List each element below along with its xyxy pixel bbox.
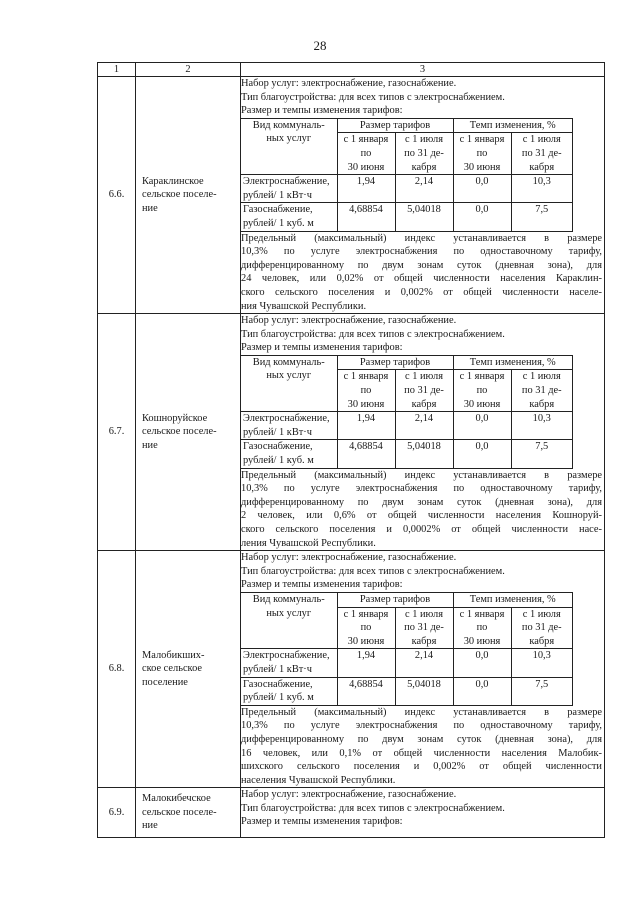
service-header-line: ных услуг (266, 607, 312, 619)
rate-value: 10,3 (511, 175, 572, 203)
tariff-value: 2,14 (395, 649, 453, 677)
period-line: с 1 июля (522, 371, 561, 383)
electricity-row (241, 412, 573, 440)
row-number: 6.6. (98, 77, 136, 314)
type-line: Тип благоустройства: для всех типов с электроснабжением. (241, 565, 505, 577)
period-header (453, 607, 511, 649)
settlement-name (136, 314, 241, 551)
note-line: ского сельского поселения и 0,0002% от общей численности насе- (241, 524, 602, 535)
period-line: кабря (411, 398, 437, 410)
period-line: 30 июня (463, 635, 501, 647)
services-line: Набор услуг: электроснабжение, газоснабжение. (241, 315, 457, 327)
index-note (241, 706, 604, 788)
type-line: Тип благоустройства: для всех типов с электроснабжением. (241, 802, 505, 814)
rate-value: 7,5 (511, 440, 572, 468)
service-label-line: Электроснабжение, (243, 650, 330, 662)
period-line: с 1 января (459, 608, 505, 620)
period-line: с 1 июля (404, 371, 444, 383)
rates-line: Размер и темпы изменения тарифов: (241, 105, 403, 117)
service-type-header (241, 592, 337, 648)
note-line: Предельный (максимальный) индекс устанавливается в размере (241, 469, 602, 481)
service-label-line: рублей/ 1 куб. м (243, 692, 314, 704)
rate-value: 0,0 (453, 203, 511, 231)
gas-label (241, 203, 337, 231)
note-line: дифференцированному по двум зонам суток (дневная зона), для (241, 496, 602, 508)
note-line: шихского сельского поселения и 0,002% от общей численности (241, 761, 602, 773)
note-line: Предельный (максимальный) индекс устанавливается в размере (241, 232, 602, 244)
type-line: Тип благоустройства: для всех типов с электроснабжением. (241, 328, 505, 340)
gas-row (241, 203, 573, 231)
rate-value: 7,5 (511, 677, 572, 705)
note-line: ния Чувашской Республики. (241, 300, 367, 312)
note-line: 10,3% по услуге электроснабжения по одноставочному тарифу, (241, 483, 602, 495)
period-header (511, 607, 572, 649)
period-header (337, 370, 395, 412)
name-line: сельское поселе- (142, 189, 217, 201)
service-type-header (241, 355, 337, 411)
period-line: с 1 января (343, 134, 389, 146)
gas-row (241, 677, 573, 705)
change-rate-header: Темп изменения, % (453, 355, 572, 370)
period-line: с 1 июля (404, 608, 444, 620)
settlement-name (136, 551, 241, 788)
rate-value: 7,5 (511, 203, 572, 231)
services-line: Набор услуг: электроснабжение, газоснабжение. (241, 789, 457, 801)
type-line: Тип благоустройства: для всех типов с электроснабжением. (241, 91, 505, 103)
rate-value: 0,0 (453, 175, 511, 203)
electricity-row (241, 649, 573, 677)
period-line: по 31 де- (404, 622, 444, 634)
note-line: 10,3% по услуге электроснабжения по одноставочному тарифу, (241, 720, 602, 732)
note-line: дифференцированному по двум зонам суток (дневная зона), для (241, 259, 602, 271)
services-line: Набор услуг: электроснабжение, газоснабжение. (241, 552, 457, 564)
row-number: 6.9. (98, 788, 136, 838)
tariff-description (241, 314, 605, 551)
header-col-2: 2 (136, 63, 241, 77)
period-header (395, 370, 453, 412)
name-line: ское сельское (142, 663, 203, 675)
tariff-value: 1,94 (337, 175, 395, 203)
settlement-row-6-7 (98, 314, 605, 551)
period-line: по 31 де- (521, 622, 562, 634)
name-line: ние (142, 820, 158, 832)
tariff-value: 4,68854 (337, 440, 395, 468)
period-line: по 31 де- (404, 147, 444, 159)
tariff-value: 5,04018 (395, 677, 453, 705)
row-number: 6.7. (98, 314, 136, 551)
tariff-description (241, 77, 605, 314)
period-line: с 1 января (343, 371, 389, 383)
period-line: по (360, 622, 372, 634)
index-note (241, 469, 604, 551)
tariff-value: 5,04018 (395, 203, 453, 231)
period-line: 30 июня (463, 161, 501, 173)
tariff-size-header: Размер тарифов (337, 355, 453, 370)
index-note (241, 232, 604, 314)
services-line: Набор услуг: электроснабжение, газоснабжение. (241, 78, 457, 89)
period-line: с 1 января (343, 608, 389, 620)
tariff-size-header: Размер тарифов (337, 592, 453, 607)
name-line: сельское поселе- (142, 426, 217, 438)
name-line: Малобикших- (142, 649, 205, 661)
rates-subtable (241, 592, 573, 706)
note-line: 16 человек, или 0,1% от общей численности населения Малобик- (241, 747, 602, 759)
service-label-line: Электроснабжение, (243, 413, 330, 425)
note-line: 2 человек, или 0,6% от общей численности населения Кошноруй- (241, 510, 602, 522)
settlement-row-6-8 (98, 551, 605, 788)
name-line: Кошноруйское (142, 412, 208, 424)
service-header-line: ных услуг (266, 133, 312, 145)
period-line: кабря (529, 161, 555, 173)
period-line: кабря (411, 161, 437, 173)
service-label-line: рублей/ 1 кВт·ч (243, 189, 312, 201)
tariff-value: 5,04018 (395, 440, 453, 468)
period-line: с 1 января (459, 134, 505, 146)
tariff-table (97, 62, 605, 838)
period-line: с 1 июля (404, 134, 444, 146)
rate-value: 10,3 (511, 649, 572, 677)
name-line: Караклинское (142, 175, 204, 187)
period-line: 30 июня (347, 635, 385, 647)
note-line: ского сельского поселения и 0,002% от общей численности населе- (241, 286, 602, 298)
note-line: дифференцированному по двум зонам суток (дневная зона), для (241, 733, 602, 745)
rates-line: Размер и темпы изменения тарифов: (241, 816, 403, 828)
rate-value: 0,0 (453, 440, 511, 468)
period-line: кабря (411, 635, 437, 647)
rate-value: 0,0 (453, 649, 511, 677)
service-label-line: рублей/ 1 куб. м (243, 217, 314, 229)
tariff-description (241, 788, 605, 838)
rates-line: Размер и темпы изменения тарифов: (241, 579, 403, 591)
tariff-size-header: Размер тарифов (337, 118, 453, 133)
tariff-value: 2,14 (395, 175, 453, 203)
settlement-row-6-6 (98, 77, 605, 314)
note-line: 10,3% по услуге электроснабжения по одноставочному тарифу, (241, 246, 602, 258)
period-header (511, 133, 572, 175)
name-line: Малокибечское (142, 793, 211, 805)
period-header (395, 133, 453, 175)
settlement-name (136, 77, 241, 314)
name-line: сельское поселе- (142, 806, 217, 818)
name-line: ние (142, 439, 158, 451)
note-line: ления Чувашской Республики. (241, 537, 376, 549)
name-line: поселение (142, 677, 188, 689)
period-header (337, 607, 395, 649)
electricity-label (241, 412, 337, 440)
tariff-value: 2,14 (395, 412, 453, 440)
electricity-label (241, 175, 337, 203)
rates-subtable (241, 118, 573, 232)
service-header-line: Вид коммуналь- (252, 593, 325, 605)
period-line: 30 июня (347, 161, 385, 173)
period-header (453, 133, 511, 175)
electricity-label (241, 649, 337, 677)
header-col-1: 1 (98, 63, 136, 77)
period-header (511, 370, 572, 412)
period-header (395, 607, 453, 649)
header-col-3: 3 (241, 63, 605, 77)
period-line: по 31 де- (404, 385, 444, 397)
period-line: кабря (529, 635, 555, 647)
rate-value: 10,3 (511, 412, 572, 440)
period-line: по 31 де- (521, 147, 562, 159)
electricity-row (241, 175, 573, 203)
row-number: 6.8. (98, 551, 136, 788)
period-line: по (476, 385, 488, 397)
tariff-value: 4,68854 (337, 677, 395, 705)
rates-line: Размер и темпы изменения тарифов: (241, 342, 403, 354)
period-line: по (476, 622, 488, 634)
period-line: 30 июня (463, 398, 501, 410)
period-header (337, 133, 395, 175)
settlement-row-6-9 (98, 788, 605, 838)
name-line: ние (142, 202, 158, 214)
period-line: с 1 января (459, 371, 505, 383)
change-rate-header: Темп изменения, % (453, 592, 572, 607)
tariff-value: 1,94 (337, 412, 395, 440)
gas-row (241, 440, 573, 468)
page-number: 28 (313, 38, 327, 53)
period-header (453, 370, 511, 412)
settlement-name (136, 788, 241, 838)
spacer (241, 829, 604, 837)
note-line: населения Чувашской Республики. (241, 774, 396, 786)
header-row (98, 63, 605, 77)
tariff-value: 4,68854 (337, 203, 395, 231)
note-line: Предельный (максимальный) индекс устанавливается в размере (241, 706, 602, 718)
gas-label (241, 677, 337, 705)
rate-value: 0,0 (453, 412, 511, 440)
period-line: кабря (529, 398, 555, 410)
note-line: 24 человек, или 0,02% от общей численности населения Караклин- (241, 273, 602, 285)
service-label-line: рублей/ 1 куб. м (243, 455, 314, 467)
service-label-line: рублей/ 1 кВт·ч (243, 426, 312, 438)
service-label-line: Газоснабжение, (243, 204, 313, 216)
period-line: по (360, 147, 372, 159)
tariff-description (241, 551, 605, 788)
period-line: с 1 июля (522, 608, 561, 620)
service-label-line: рублей/ 1 кВт·ч (243, 663, 312, 675)
tariff-value: 1,94 (337, 649, 395, 677)
service-header-line: Вид коммуналь- (252, 356, 325, 368)
service-type-header (241, 118, 337, 174)
service-header-line: Вид коммуналь- (252, 119, 325, 131)
service-header-line: ных услуг (266, 370, 312, 382)
service-label-line: Электроснабжение, (243, 176, 330, 188)
service-label-line: Газоснабжение, (243, 678, 313, 690)
change-rate-header: Темп изменения, % (453, 118, 572, 133)
period-line: по 31 де- (521, 385, 562, 397)
period-line: по (360, 385, 372, 397)
gas-label (241, 440, 337, 468)
rates-subtable (241, 355, 573, 469)
period-line: 30 июня (347, 398, 385, 410)
period-line: с 1 июля (522, 134, 561, 146)
service-label-line: Газоснабжение, (243, 441, 313, 453)
period-line: по (476, 147, 488, 159)
rate-value: 0,0 (453, 677, 511, 705)
